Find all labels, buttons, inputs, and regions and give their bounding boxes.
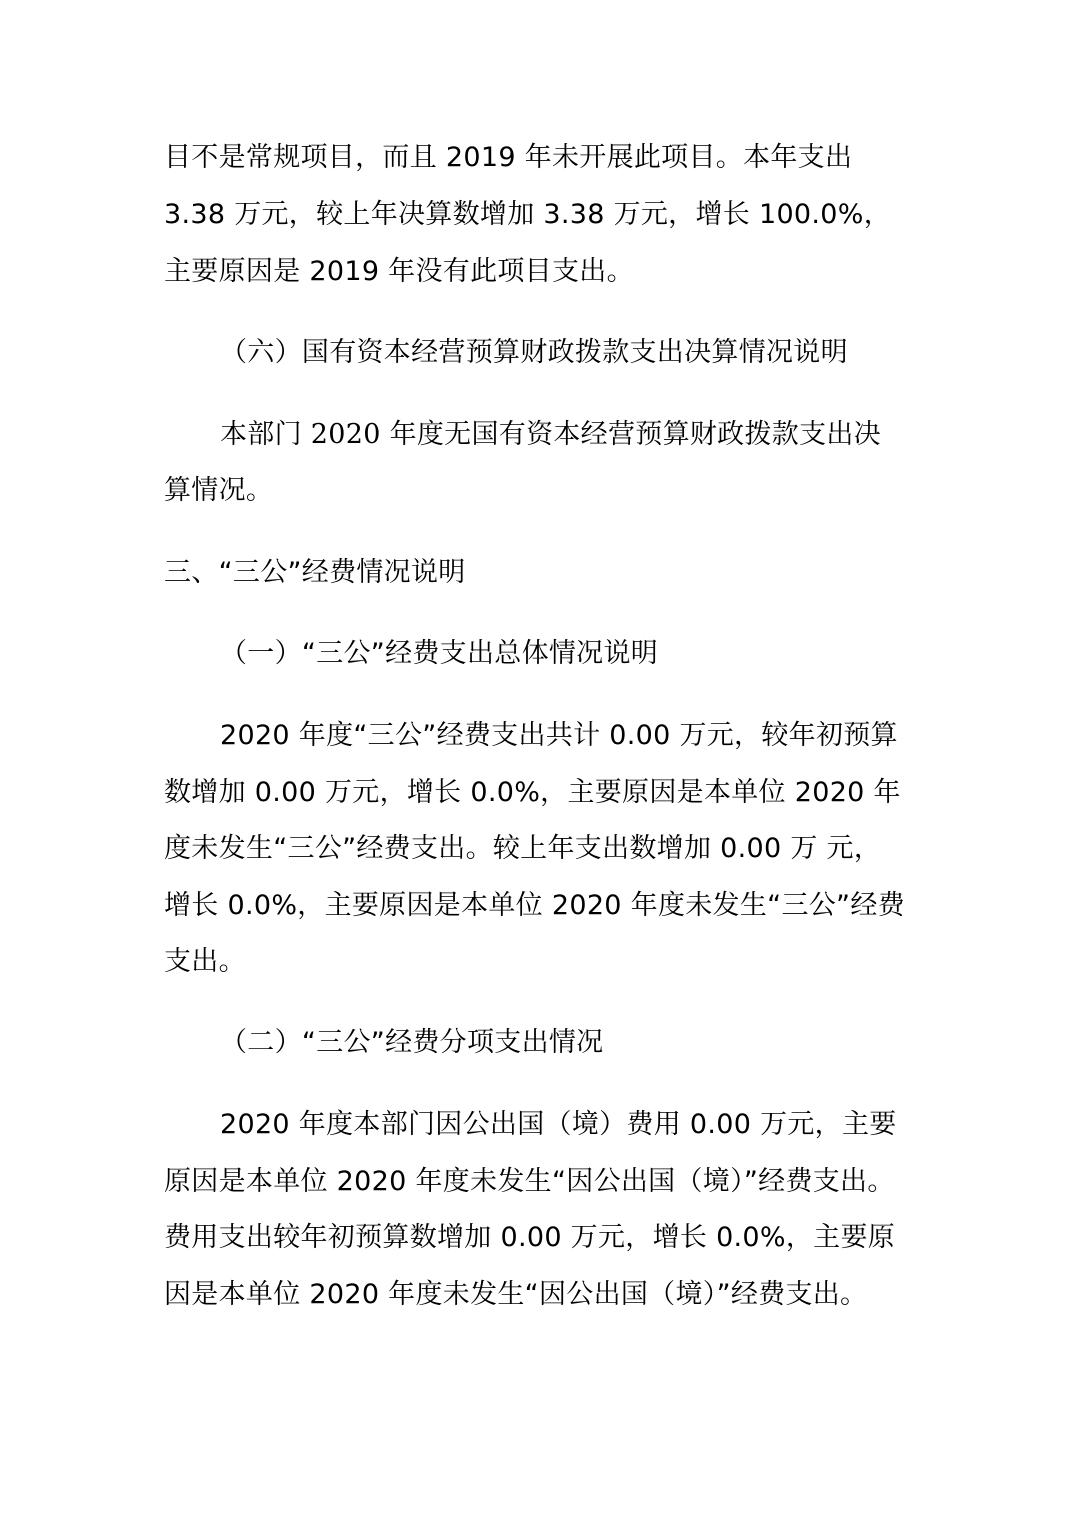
paragraph-line: 目不是常规项目，而且 2019 年未开展此项目。本年支出: [164, 142, 853, 173]
paragraph-line: 数增加 0.00 万元，增长 0.0%，主要原因是本单位 2020 年: [164, 777, 901, 808]
section-heading: （一）“三公”经费支出总体情况说明: [220, 638, 659, 669]
paragraph-line: 本部门 2020 年度无国有资本经营预算财政拨款支出决: [220, 419, 881, 450]
paragraph-line: 原因是本单位 2020 年度未发生“因公出国（境）”经费支出。: [164, 1166, 895, 1197]
section-heading: （六）国有资本经营预算财政拨款支出决算情况说明: [220, 337, 848, 368]
paragraph-line: 支出。: [164, 946, 246, 977]
paragraph-line: 2020 年度本部门因公出国（境）费用 0.00 万元，主要: [220, 1109, 897, 1140]
paragraph-line: 3.38 万元，较上年决算数增加 3.38 万元，增长 100.0%，: [164, 199, 892, 230]
section-title: 三、“三公”经费情况说明: [164, 557, 466, 588]
paragraph-line: 2020 年度“三公”经费支出共计 0.00 万元，较年初预算: [220, 720, 898, 751]
paragraph-line: 算情况。: [164, 475, 274, 506]
paragraph-line: 主要原因是 2019 年没有此项目支出。: [164, 256, 634, 287]
paragraph-line: 因是本单位 2020 年度未发生“因公出国（境）”经费支出。: [164, 1279, 868, 1310]
paragraph-line: 度未发生“三公”经费支出。较上年支出数增加 0.00 万 元，: [164, 833, 882, 864]
paragraph-line: 费用支出较年初预算数增加 0.00 万元，增长 0.0%，主要原: [164, 1222, 896, 1253]
paragraph-line: 增长 0.0%，主要原因是本单位 2020 年度未发生“三公”经费: [164, 890, 905, 921]
section-heading: （二）“三公”经费分项支出情况: [220, 1027, 604, 1058]
